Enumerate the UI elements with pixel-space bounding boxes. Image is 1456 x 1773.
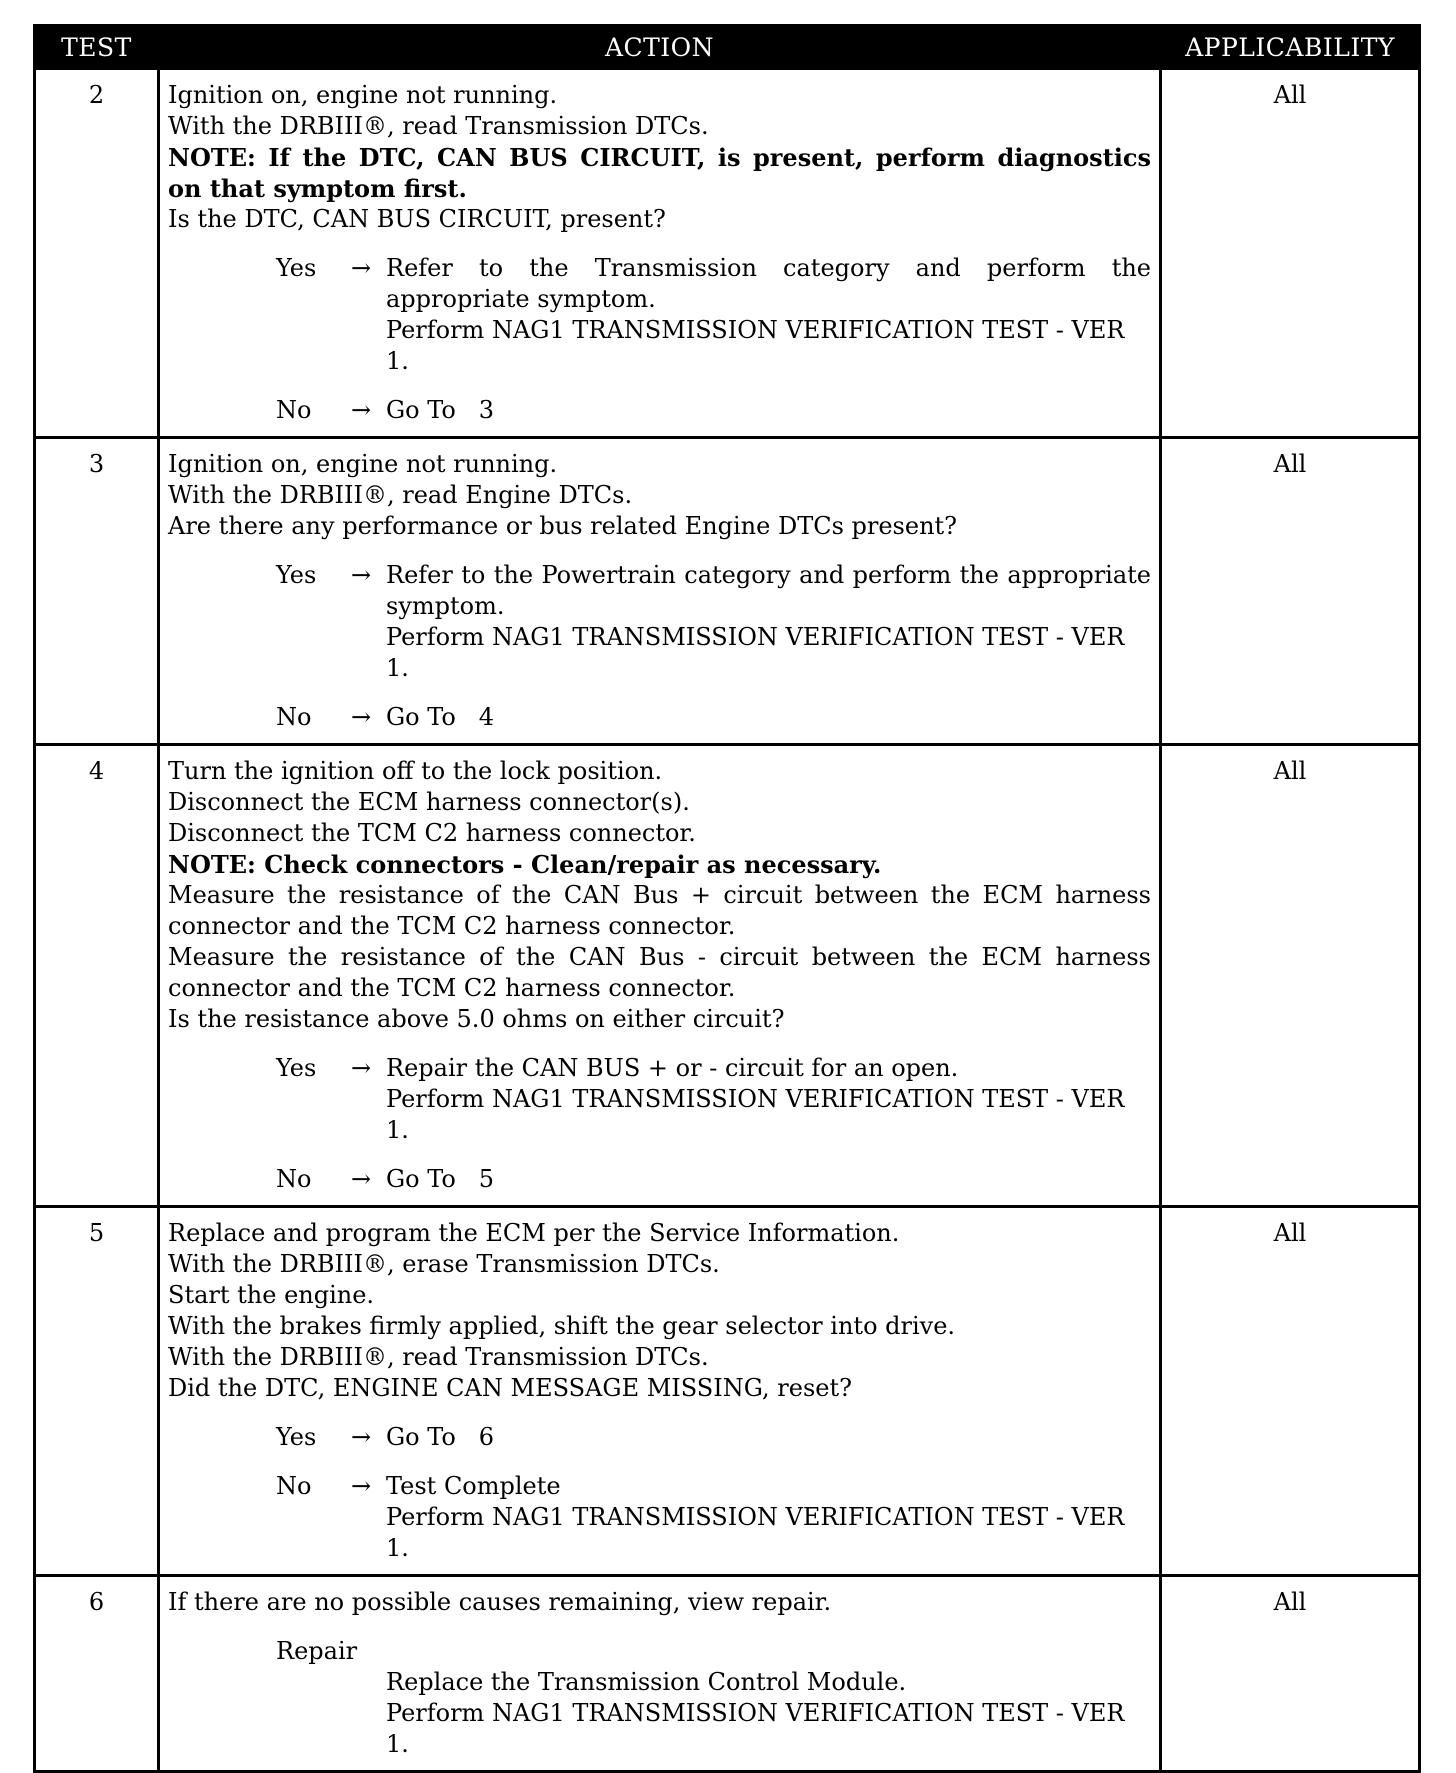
action-cell [159, 438, 1161, 745]
action-line: Measure the resistance of the CAN Bus - circuit between the ECM harness connector and the TCM C2 harness connector. [168, 943, 1151, 1002]
yes-result-text: Repair the CAN BUS + or - circuit for an open. [386, 1054, 959, 1082]
question-text: Are there any performance or bus related Engine DTCs present? [168, 512, 958, 540]
no-result-text: Test Complete [386, 1472, 561, 1500]
test-row-2 [35, 69, 1420, 438]
yes-result [386, 560, 1151, 684]
action-cell [159, 1576, 1161, 1772]
arrow-icon: → [350, 1423, 372, 1451]
applicability-value: All [1161, 438, 1420, 745]
arrow-icon: → [350, 1165, 372, 1193]
no-outcome [276, 702, 1151, 733]
action-line: Replace and program the ECM per the Service Information. [168, 1219, 900, 1247]
action-line: Ignition on, engine not running. [168, 81, 558, 109]
yes-label: Yes [276, 254, 317, 282]
arrow-icon: → [350, 1054, 372, 1082]
yes-result [386, 253, 1151, 377]
action-line: With the DRBIII®, read Engine DTCs. [168, 481, 633, 509]
header-row [35, 26, 1420, 69]
repair-body [386, 1667, 1151, 1760]
header-test: TEST [35, 26, 159, 69]
yes-label: Yes [276, 561, 317, 589]
action-line: Disconnect the TCM C2 harness connector. [168, 819, 696, 847]
question-text: Did the DTC, ENGINE CAN MESSAGE MISSING, reset? [168, 1374, 852, 1402]
no-label: No [276, 396, 312, 424]
no-result-text: Go To 5 [386, 1165, 494, 1193]
action-line: Measure the resistance of the CAN Bus + circuit between the ECM harness connector and the TCM C2 harness connector. [168, 881, 1151, 940]
yes-outcome [276, 1053, 1151, 1146]
repair-text: Replace the Transmission Control Module. [386, 1668, 907, 1696]
no-label: No [276, 1165, 312, 1193]
verification-text: Perform NAG1 TRANSMISSION VERIFICATION TEST - VER 1. [386, 1503, 1125, 1562]
arrow-icon: → [350, 703, 372, 731]
applicability-value: All [1161, 69, 1420, 438]
arrow-icon: → [350, 1472, 372, 1500]
action-line: If there are no possible causes remaining, view repair. [168, 1588, 832, 1616]
verification-text: Perform NAG1 TRANSMISSION VERIFICATION TEST - VER 1. [386, 1085, 1125, 1144]
yes-result-text: Refer to the Transmission category and perform the appropriate symptom. [386, 254, 1151, 313]
no-result [386, 1471, 1151, 1564]
action-cell [159, 1207, 1161, 1576]
yes-label: Yes [276, 1054, 317, 1082]
action-line: With the DRBIII®, read Transmission DTCs. [168, 1343, 709, 1371]
test-number: 2 [35, 69, 159, 438]
question-text: Is the DTC, CAN BUS CIRCUIT, present? [168, 205, 666, 233]
header-action: ACTION [159, 26, 1161, 69]
yes-outcome [276, 560, 1151, 684]
test-row-6 [35, 1576, 1420, 1772]
no-label: No [276, 703, 312, 731]
no-result-text: Go To 4 [386, 703, 494, 731]
action-cell [159, 69, 1161, 438]
action-line: With the DRBIII®, read Transmission DTCs. [168, 112, 709, 140]
note-text: NOTE: Check connectors - Clean/repair as necessary. [168, 850, 882, 879]
action-line: Disconnect the ECM harness connector(s). [168, 788, 690, 816]
test-number: 3 [35, 438, 159, 745]
verification-text: Perform NAG1 TRANSMISSION VERIFICATION TEST - VER 1. [386, 316, 1125, 375]
applicability-value: All [1161, 1207, 1420, 1576]
repair-label: Repair [276, 1637, 358, 1665]
diagnostic-test-table [33, 24, 1421, 1773]
no-label: No [276, 1472, 312, 1500]
test-row-4 [35, 745, 1420, 1207]
action-line: With the DRBIII®, erase Transmission DTCs. [168, 1250, 720, 1278]
action-line: Ignition on, engine not running. [168, 450, 558, 478]
yes-result-text: Refer to the Powertrain category and perform the appropriate symptom. [386, 561, 1151, 620]
arrow-icon: → [350, 396, 372, 424]
no-outcome [276, 395, 1151, 426]
action-line: Start the engine. [168, 1281, 375, 1309]
yes-result-text: Go To 6 [386, 1423, 494, 1451]
test-row-5 [35, 1207, 1420, 1576]
header-applicability: APPLICABILITY [1161, 26, 1420, 69]
action-cell [159, 745, 1161, 1207]
verification-text: Perform NAG1 TRANSMISSION VERIFICATION TEST - VER 1. [386, 1699, 1125, 1758]
action-line: Turn the ignition off to the lock position. [168, 757, 663, 785]
verification-text: Perform NAG1 TRANSMISSION VERIFICATION TEST - VER 1. [386, 623, 1125, 682]
test-number: 4 [35, 745, 159, 1207]
yes-outcome [276, 253, 1151, 377]
note-text: NOTE: If the DTC, CAN BUS CIRCUIT, is present, perform diagnostics on that symptom first. [168, 143, 1151, 203]
test-number: 5 [35, 1207, 159, 1576]
no-outcome [276, 1164, 1151, 1195]
no-result-text: Go To 3 [386, 396, 494, 424]
test-row-3 [35, 438, 1420, 745]
yes-result [386, 1053, 1151, 1146]
arrow-icon: → [350, 561, 372, 589]
no-outcome [276, 1471, 1151, 1564]
applicability-value: All [1161, 1576, 1420, 1772]
arrow-icon: → [350, 254, 372, 282]
applicability-value: All [1161, 745, 1420, 1207]
action-line: With the brakes firmly applied, shift the gear selector into drive. [168, 1312, 956, 1340]
question-text: Is the resistance above 5.0 ohms on either circuit? [168, 1005, 785, 1033]
diagnostic-test-table-container [33, 24, 1418, 1773]
yes-outcome [276, 1422, 1151, 1453]
yes-label: Yes [276, 1423, 317, 1451]
test-number: 6 [35, 1576, 159, 1772]
